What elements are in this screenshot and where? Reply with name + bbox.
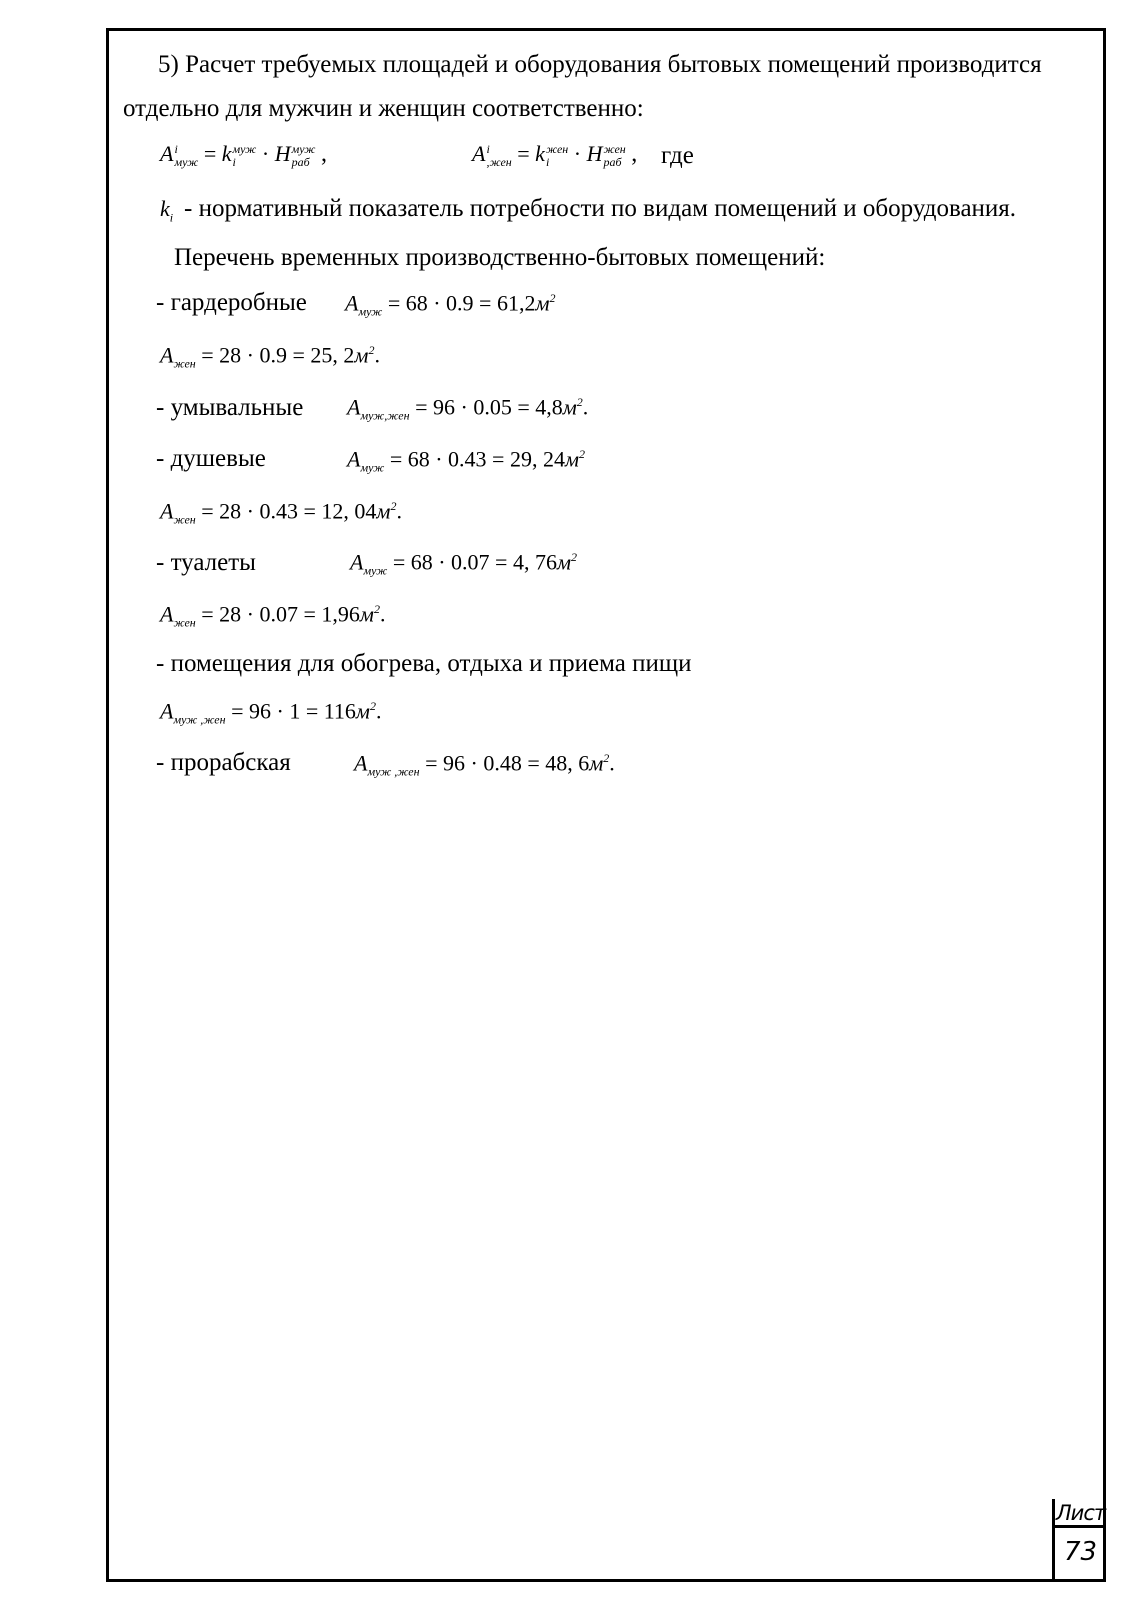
sheet-label: Лист	[1055, 1501, 1106, 1525]
ki-description: - нормативный показатель потребности по видам помещений и оборудования.	[184, 195, 1017, 222]
item-label-rest-rooms: - помещения для обогрева, отдыха и приема пищи	[156, 650, 692, 677]
title-block-divider	[1055, 1525, 1106, 1528]
sheet-number: 73	[1063, 1537, 1098, 1567]
item-label-washroom: - умывальные	[156, 394, 304, 421]
item-formula-toilets-female: $A_{жен} = 28 \cdot 0.07 = 1,96м^2$.	[160, 601, 386, 630]
formula-female: A i ,жен = k жен i · H жен раб ,	[472, 141, 638, 169]
formula-male: A i муж = k муж i · H муж раб ,	[160, 141, 327, 169]
item-formula-washroom: $A_{муж,жен} = 96 \cdot 0.05 = 4,8м^2$.	[347, 394, 589, 423]
item-formula-shower-male: $A_{муж} = 68 \cdot 0.43 = 29$, $24м^2$	[347, 446, 585, 475]
item-formula-foreman-room: $A_{муж ,жен} = 96 \cdot 0.48 = 48$, $6м^2$.	[354, 750, 615, 779]
item-label-shower: - душевые	[156, 445, 266, 472]
item-formula-toilets-male: $A_{муж} = 68 \cdot 0.07 = 4$, $76м^2$	[350, 549, 577, 578]
where-word: где	[661, 142, 694, 169]
item-formula-rest-rooms: $A_{муж ,жен} = 96 \cdot 1 = 116м^2$.	[160, 698, 382, 727]
item-label-foreman-room: - прорабская	[156, 749, 291, 776]
item-formula-wardrobe-male: $A_{муж} = 68 \cdot 0.9 = 61,2м^2$	[345, 290, 556, 319]
ki-symbol: $k_i$	[160, 196, 174, 225]
item-formula-shower-female: $A_{жен} = 28 \cdot 0.43 = 12$, $04м^2$.	[160, 498, 402, 527]
item-formula-wardrobe-female: $A_{жен} = 28 \cdot 0.9 = 25$, $2м^2$.	[160, 342, 380, 371]
list-title: Перечень временных производственно-бытовых помещений:	[174, 244, 826, 271]
item-label-wardrobe: - гардеробные	[156, 289, 307, 316]
paragraph-line-1: 5) Расчет требуемых площадей и оборудования бытовых помещений производится	[158, 51, 1042, 78]
title-block	[1052, 1499, 1106, 1582]
item-label-toilets: - туалеты	[156, 549, 256, 576]
paragraph-line-2: отдельно для мужчин и женщин соответственно:	[123, 95, 644, 122]
